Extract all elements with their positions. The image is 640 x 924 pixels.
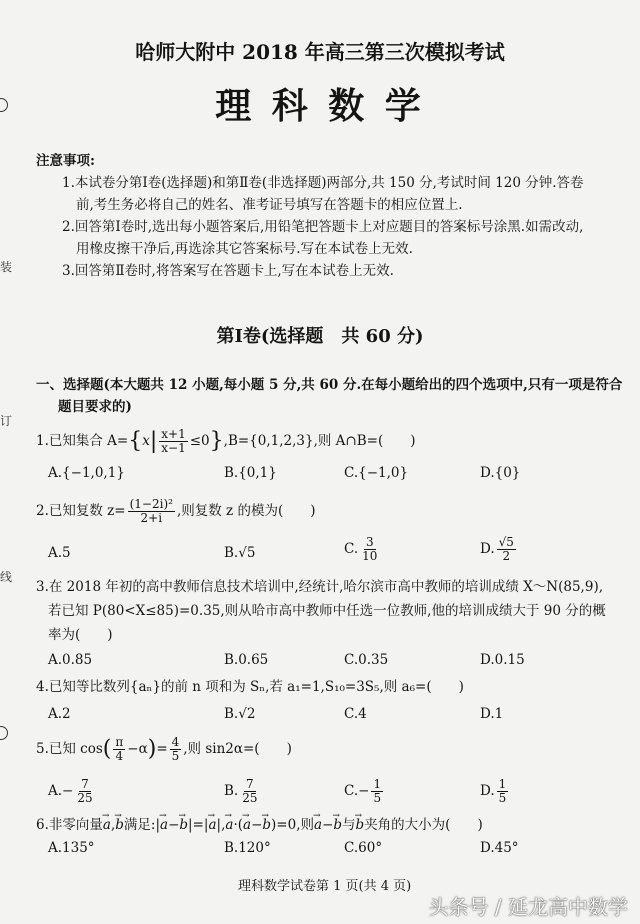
fraction: $\frac{x+1}{x-1}$ — [161, 427, 186, 455]
question-1: 1.已知集合 A={x| $\frac{x+1}{x-1}$ ≤0},B={0,1,2,3},则 A∩B=( ) — [36, 427, 416, 455]
question-2: 2.已知复数 z= $\frac{\text{(1−2i)²}}{2+i}$ ,则复数 z 的模为( ) — [36, 497, 316, 525]
option-b: B.120° — [224, 840, 271, 856]
option-d: D.1 — [480, 706, 504, 722]
option-b: B. $\frac{7}{25}$ — [224, 777, 258, 805]
option-a: A.5 — [48, 545, 71, 561]
watermark: 头条号 / 延龙高中数学 — [428, 895, 628, 919]
page-footer: 理科数学试卷第 1 页(共 4 页) — [238, 879, 412, 894]
margin-mark: 订 — [0, 414, 13, 428]
question-3-line: 率为( ) — [48, 627, 113, 643]
option-a: A.135° — [48, 840, 95, 856]
option-c: C. $\frac{3}{10}$ — [344, 535, 378, 563]
exam-title: 哈师大附中 2018 年高三第三次模拟考试 — [135, 40, 505, 64]
option-b: B.√2 — [224, 706, 256, 722]
option-b: B.√5 — [224, 545, 256, 561]
option-a: A.0.85 — [48, 652, 93, 668]
option-c: C.{−1,0} — [344, 465, 409, 481]
option-b: B.0.65 — [224, 652, 269, 668]
question-3-line: 若已知 P(80<X≤85)=0.35,则从哈市高中教师中任选一位教师,他的培训成绩大于 90 分的概 — [48, 603, 606, 619]
option-d: D. $\frac{1}{5}$ — [480, 777, 507, 805]
note-line: 1.本试卷分第Ⅰ卷(选择题)和第Ⅱ卷(非选择题)两部分,共 150 分,考试时间 120 分钟.答卷 — [62, 175, 584, 191]
note-line: 3.回答第Ⅱ卷时,将答案写在答题卡上,写在本试卷上无效. — [62, 263, 394, 279]
question-4: 4.已知等比数列{aₙ}的前 n 项和为 Sₙ,若 a₁=1,S₁₀=3S₅,则 a₆=( ) — [36, 679, 464, 695]
binding-hole — [0, 726, 8, 740]
question-5: 5.已知 cos( $\frac{\pi}{4}$ −α)= $\frac{4}{5}$ ,则 sin2α=( ) — [36, 735, 292, 763]
margin-mark: 装 — [0, 260, 13, 274]
margin-mark: 线 — [0, 570, 13, 584]
option-c: C.60° — [344, 840, 383, 856]
note-line: 用橡皮擦干净后,再选涂其它答案标号.写在本试卷上无效. — [76, 241, 413, 257]
option-a: A.{−1,0,1} — [48, 465, 125, 481]
option-c: C.0.35 — [344, 652, 389, 668]
option-c: C.− $\frac{1}{5}$ — [344, 777, 382, 805]
section-intro: 一、选择题(本大题共 12 小题,每小题 5 分,共 60 分.在每小题给出的四个选项中,只有一项是符合 — [36, 377, 623, 393]
section-title: 第Ⅰ卷(选择题 共 60 分) — [216, 326, 424, 347]
option-c: C.4 — [344, 706, 367, 722]
option-d: D.45° — [480, 840, 519, 856]
section-intro: 题目要求的) — [58, 399, 132, 415]
question-3-line: 3.在 2018 年初的高中教师信息技术培训中,经统计,哈尔滨市高中教师的培训成绩 X～N(85,9), — [36, 579, 603, 595]
note-line: 2.回答第Ⅰ卷时,选出每小题答案后,用铅笔把答题卡上对应题目的答案标号涂黑.如需改动, — [62, 219, 584, 235]
option-a: A.2 — [48, 706, 71, 722]
option-d: D.{0} — [480, 465, 521, 481]
option-d: D. $\frac{√5}{2}$ — [480, 535, 514, 563]
question-6: 6.非零向量→ a,→ b满足:|→ a−→ b|=|→ a|,→ a·(→ a−→ b)=0,则→ a−→ b与→ b夹角的大小为( ) — [36, 816, 483, 834]
subject-title: 理 科 数 学 — [215, 85, 425, 127]
option-a: A.− $\frac{7}{25}$ — [48, 777, 93, 805]
notes-title: 注意事项: — [36, 153, 95, 169]
option-b: B.{0,1} — [224, 465, 277, 481]
option-d: D.0.15 — [480, 652, 525, 668]
fraction: $\frac{\text{(1−2i)²}}{2+i}$ — [129, 497, 173, 525]
note-line: 前,考生务必将自己的姓名、准考证号填写在答题卡的相应位置上. — [76, 197, 463, 213]
